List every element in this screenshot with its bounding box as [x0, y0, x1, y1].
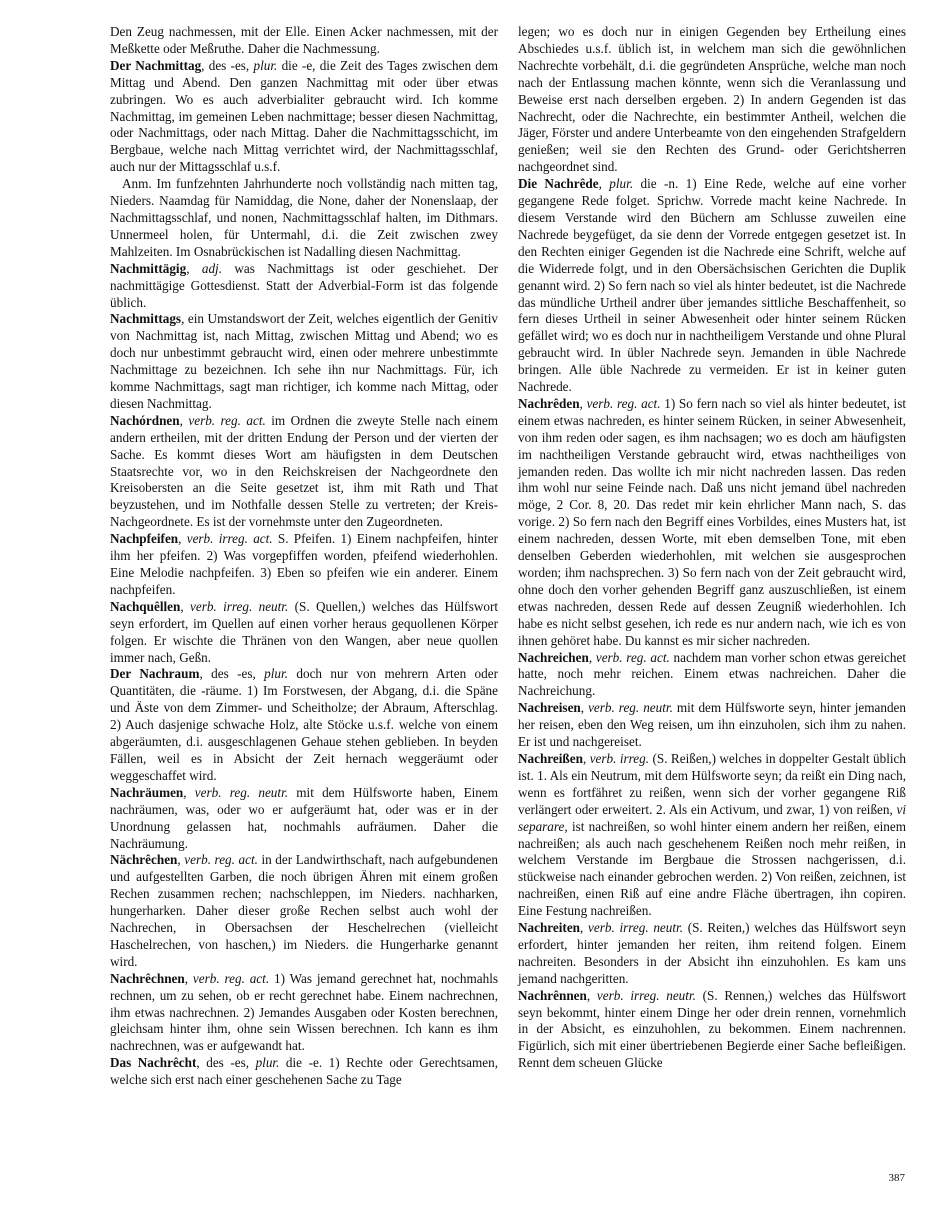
headword: Die Nachrêde	[518, 176, 599, 192]
text-fragment	[110, 24, 498, 58]
entry-text: ist nachreißen, so wohl hinter einem andern her reißen, einem nachreißen; als auch nach geschehenem Reißen noch mehr reißen, in welchem Verstande im Bergbaue die Strossen nachgerissen, d.i. stückweise nach einander gebrochen werden. 2) Von reißen, zeichnen, ist nachreißen, einen Riß auf eine andre Fläche übertragen, ihn copiren. Eine Festung nachreißen.	[518, 818, 906, 919]
entry-text: ,	[579, 395, 587, 411]
entry-text: ,	[588, 649, 596, 665]
grammar-label: plur.	[264, 666, 288, 682]
entry-text: im Ordnen die zweyte Stelle nach einem andern ertheilen, mit der dritten Endung der Person und der vierten der Sache. Es kommt dieses Wort am häufigsten in dem Deutschen Staatsrechte vor, wo in den Reichskreisen der Nachgeordnete den Kreisobersten an die Seite gesetzet ist, ihm mit Rath und That beyzustehen, und im Nothfalle dessen Stelle zu vertreten; der Kreis-Nachgeordnete. Es ist der vornehmste unter den Zugeordneten.	[110, 412, 498, 530]
entry-text: die -n. 1) Eine Rede, welche auf eine vorher gegangene Rede folget. Sprichw. Vorrede macht keine Nachrede. In diesem Verstande wird den Büchern am Schlusse zuweilen eine Nachrede beygefüget, da sie denn der Vorrede entgegen gesetzet ist. In den Rechten einiger Gegenden ist die Nachrede eine Schrift, welche auf die Widerrede folgt, und in den Obersächsischen Gerichten die Duplik genannt wird. 2) So fern nach so viel als hinter bedeutet, ist die Nachrede das mündliche Urtheil andrer über jemandes sittliche Beschaffenheit, so fern dieses Urtheil in seiner Abwesenheit oder hinter seinem Rücken gefället wird; wo es doch nur in nachtheiligem Verstande und ohne Plural gebraucht wird. In übler Nachrede seyn. Jemanden in üble Nachrede bringen. Alle üble Nachrede zu vermeiden. Er ist in keiner guten Nachrede.	[518, 176, 906, 395]
grammar-label: verb. irreg. neutr.	[588, 920, 683, 936]
headword: Nachpfeifen	[110, 531, 179, 547]
right-column	[518, 24, 906, 1072]
headword: Nachreichen	[518, 649, 589, 665]
grammar-label: verb. reg. neutr.	[588, 700, 673, 716]
entry-text: (S. Rennen,) welches das Hülfswort seyn bekommt, hinter einem Dinge her oder drein rennen, vornehmlich in der Absicht, es einzuhohlen, zu bekommen. Einem nachrennen. Figürlich, sich mit einer übertriebenen Begierde einer Sache befleißigen. Rennt dem scheuen Glücke	[518, 987, 906, 1071]
entry-text: in der Landwirthschaft, nach aufgebundenen und aufgestellten Garben, die noch übrigen Ähren mit einem großen Rechen zusammen rechen; nachschleppen, im Nieders. nachharken, hungerharken. Daher dieser große Rechen selbst auch wohl der Nachrechen, in Obersachsen der Heschelrechen (vielleicht Haschelrechen, von haschen,) im Nieders. die Hungerharke genannt wird.	[110, 852, 499, 969]
entry-text: legen; wo es doch nur in einigen Gegenden bey Ertheilung eines Abschiedes u.s.f. üblich ist, in welchem man sich die gewöhnlichen Nachrechte vorbehält, d.i. die gegründeten Ansprüche, welche man noch nach der Entlassung machen könnte, wenn sich die Veranlassung und Beweise erst nach derselben ergeben. 2) In andern Gegenden ist das Nachrecht, oder die Nachrechte, ein bestimmter Antheil, welchen die Jäger, Förster und andere Unterbeamte von den eingehenden Strafgeldern genießen; weil sie den Rechten des Grund- oder Gerichtsherren nachgeordnet sind.	[518, 24, 906, 175]
dictionary-entry	[110, 666, 498, 784]
dictionary-entry	[518, 396, 906, 650]
annotation-paragraph	[110, 176, 498, 261]
entry-text: ,	[580, 920, 589, 936]
dictionary-entry	[518, 650, 906, 701]
text-fragment	[518, 24, 906, 176]
entry-text: (S. Reiten,) welches das Hülfswort seyn erfordert, hinter jemanden her reiten, ihm reitend folgen. Einem nachreiten. Besonders in der Absicht ihn einzuhohlen. Es kam uns jemand nachgeritten.	[518, 920, 906, 986]
grammar-label: adj.	[201, 260, 223, 276]
entry-text: ,	[582, 750, 590, 766]
entry-text: (S. Quellen,) welches das Hülfswort seyn erfordert, im Quellen auf einen vorher heraus gequollenen Körper folgen. Er wischte die Thränen von den Wangen, aber neue quollen immer nach, Geßn.	[110, 598, 498, 665]
dictionary-entry	[110, 785, 498, 853]
grammar-label: verb. reg. act.	[184, 852, 258, 868]
dictionary-entry	[518, 988, 906, 1073]
entry-text: ,	[183, 784, 195, 800]
entry-text: ,	[598, 176, 610, 192]
headword: Nächrêchen	[110, 852, 178, 868]
latin-phrase: vi separare,	[518, 801, 906, 834]
headword: Nachreisen	[518, 700, 581, 716]
entry-text: Anm. Im funfzehnten Jahrhunderte noch vollständig nach mitten tag, Nieders. Naamdag für Namiddag, die None, daher der Nonenslaap, der Nachmittagsschlaf, und nonen, Nachmittagsschlaf halten, im Dithmars. Unnermeel holen, für Untermahl, d.i. die Zeit zwischen zwey Mahlzeiten. Im Osnabrückischen ist Nadalling diesen Nachmittag.	[110, 176, 498, 259]
headword: Nachrênnen	[518, 987, 587, 1003]
entry-text: (S. Reißen,) welches in doppelter Gestalt üblich ist. 1. Als ein Neutrum, mit dem Hülfsworte seyn; da reißt ein Ding nach, wenn es fortfähret zu reißen, wenn sich der vorher gegangene Riß verlängert oder erweitert. 2. Als ein Activum, und zwar, 1) von reißen,	[518, 750, 906, 817]
headword: Nachräumen	[110, 784, 184, 800]
grammar-label: plur.	[253, 57, 278, 73]
grammar-label: verb. reg. act.	[188, 412, 266, 428]
headword: Nachrêchnen	[110, 970, 185, 986]
entry-text: ,	[177, 852, 185, 868]
page-number: 387	[888, 1172, 905, 1184]
entry-text: mit dem Hülfsworte seyn, hinter jemanden her reisen, eben den Weg reisen, um ihn einzuholen, sich ihm zu nahen. Er ist und nachgereiset.	[518, 700, 906, 750]
entry-text: ,	[184, 970, 193, 986]
grammar-label: verb. irreg. act.	[186, 531, 273, 547]
dictionary-entry	[110, 413, 498, 531]
dictionary-entry	[110, 311, 498, 412]
headword: Nachmittags	[110, 311, 182, 327]
entry-text: ,	[178, 531, 187, 547]
dictionary-entry	[110, 58, 498, 176]
dictionary-entry	[518, 920, 906, 988]
dictionary-entry	[518, 176, 906, 396]
grammar-label: verb. reg. act.	[595, 649, 670, 665]
grammar-label: verb. reg. act.	[586, 395, 661, 411]
left-column	[110, 24, 498, 1089]
headword: Nachreißen	[518, 750, 583, 766]
entry-text: , des -es,	[199, 666, 265, 682]
grammar-label: verb. reg. neutr.	[194, 784, 289, 800]
entry-text: ,	[186, 260, 202, 276]
entry-text: die -e, die Zeit des Tages zwischen dem Mittag und Abend. Den ganzen Nachmittag mit oder über etwas zubringen. Wo es auch adverbialiter gebraucht wird. Ich komme Nachmittag, im gemeinen Leben nachmittage; besser diesen Nachmittag, oder Nachmittags, oder nach Mittag. Daher die Nachmittagsschicht, im Bergbaue, welche nach Mittag verrichtet wird, der Nachmittagsschlaf, auch nur der Mittagsschlaf u.s.f.	[110, 57, 498, 175]
entry-text: , des -es,	[201, 57, 254, 73]
headword: Nachreiten	[518, 920, 581, 936]
headword: Der Nachmittag	[110, 57, 202, 73]
dictionary-entry	[110, 1055, 498, 1089]
entry-text: 1) So fern nach so viel als hinter bedeutet, ist einem etwas nachreden, es hinter seinem Rücken, in seiner Abwesenheit, von ihm reden oder sagen, es ihm nachsagen; wo es doch am häufigsten im nachtheiligen Verstande gebraucht wird, etwas nachtheiliges von jemanden reden. Das wollte ich mir nicht nachreden lassen. Das reden ihm wohl nur seine Feinde nach. Daß uns nicht jemand übel nachreden möge, 2 Cor. 8, 20. Das redet mir kein ehrlicher Mann nach, S. das vorige. 2) So fern nach den Begriff eines Vorbildes, eines Musters hat, ist einem nachreden, dessen Worte, mit eben demselben Tone, mit eben denselben Geberden wiederhohlen, mit welchen sie ausgesprochen worden; ihm nachsprechen. 3) So fern nach von der Zeit gebraucht wird, ohne doch den vorher gehenden Begriff ganz auszuschließen, ist einem etwas nachreden, dessen Rede auf dessen Zeugniß wiederhohlen. Ich habe es nicht selbst gesehen, ich rede es nur andern nach, wie ich es von ihnen gehöret habe. Du kannst es mir sicher nachreden.	[518, 395, 907, 648]
entry-text: mit dem Hülfsworte haben, Einem nachräumen, was, oder wo er aufgeräumt hat, oder was er in der Unordnung gelassen hat, nochmahls aufräumen. Daher die Nachräumung.	[110, 784, 498, 851]
entry-text: doch nur von mehrern Arten oder Quantitäten, die -räume. 1) Im Forstwesen, der Abgang, d.i. die Späne und Äste von dem Zimmer- und Scheitholze; der Abraum, Afterschlag. 2) Auch dasjenige schwache Holz, alte Stöcke u.s.f. welche von einem abgeräumten, d.i. ausgeschlagenen Gehaue stehen geblieben. In beyden Fällen, weil es in Absicht der Zeit hernach weggeräumt oder weggeschaffet wird.	[110, 666, 498, 783]
grammar-label: verb. reg. act.	[192, 970, 270, 986]
entry-text: was Nachmittags ist oder geschiehet. Der nachmittägige Gottesdienst. Statt der Adverbial-Form ist das folgende üblich.	[110, 260, 498, 310]
grammar-label: plur.	[609, 176, 634, 192]
headword: Der Nachraum	[110, 666, 200, 682]
grammar-label: plur.	[255, 1055, 280, 1071]
headword: Nachrêden	[518, 395, 580, 411]
dictionary-entry	[110, 261, 498, 312]
dictionary-entry	[110, 971, 498, 1056]
entry-text: , ein Umstandswort der Zeit, welches eigentlich der Genitiv von Nachmittag ist, nach Mittag, zwischen Mittag und Abend; wo es doch nur unbestimmt gebraucht wird, einen oder mehrere unbestimmte Nachmittage zu bezeichnen. Ich sehe ihn nur Nachmittags. Für, ich komme Nachmittags, sagt man richtiger, ich komme nach Mittag, oder diesen Nachmittag.	[110, 311, 498, 411]
entry-text: ,	[586, 987, 597, 1003]
entry-text: , des -es,	[196, 1055, 256, 1071]
grammar-label: verb. irreg. neutr.	[596, 987, 696, 1003]
entry-text: S. Pfeifen. 1) Einem nachpfeifen, hinter ihm her pfeifen. 2) Was vorgepfiffen worden, pfeifend wiederhohlen. Eine Melodie nachpfeifen. 3) Eben so pfeifen wie ein anderer. Einem nachpfeifen.	[110, 531, 498, 597]
entry-text: die -e. 1) Rechte oder Gerechtsamen, welche sich erst nach einer geschehenen Sache zu Tage	[110, 1055, 499, 1088]
dictionary-entry	[518, 751, 906, 920]
entry-text: nachdem man vorher schon etwas gereichet hatte, noch mehr reichen. Einem etwas nachreichen. Daher die Nachreichung.	[518, 649, 907, 699]
headword: Nachmittägig	[110, 260, 187, 276]
headword: Nachquêllen	[110, 598, 181, 614]
dictionary-entry	[110, 531, 498, 599]
grammar-label: verb. irreg.	[589, 750, 650, 766]
dictionary-entry	[518, 700, 906, 751]
grammar-label: verb. irreg. neutr.	[190, 598, 289, 614]
entry-text: ,	[180, 598, 190, 614]
entry-text: ,	[179, 412, 189, 428]
dictionary-entry	[110, 599, 498, 667]
entry-text: 1) Was jemand gerechnet hat, nochmahls rechnen, um zu sehen, ob er recht gerechnet habe. Einem nachrechnen, ihm etwas nachrechnen. 2) Jemandes Ausgaben oder Kosten berechnen, gleichsam hinter ihm, ohne sein Wissen berechnen. Ich kann es ihm nachrechnen, was er aufgewandt hat.	[110, 970, 499, 1054]
dictionary-entry	[110, 852, 498, 970]
headword: Das Nachrêcht	[110, 1055, 197, 1071]
entry-text: Den Zeug nachmessen, mit der Elle. Einen Acker nachmessen, mit der Meßkette oder Meßruthe. Daher die Nachmessung.	[110, 24, 498, 56]
entry-text: ,	[580, 700, 589, 716]
headword: Nachórdnen	[110, 412, 180, 428]
